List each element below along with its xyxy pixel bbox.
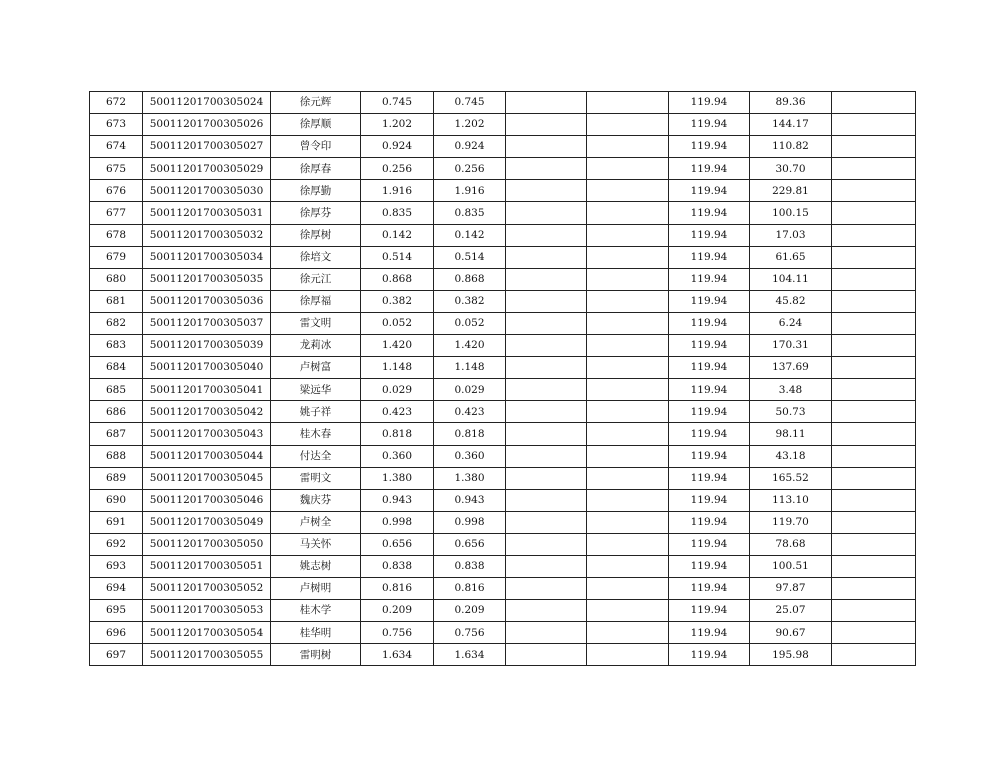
parcel-code-cell: 50011201700305042 <box>143 401 271 423</box>
row-number-cell: 675 <box>90 158 143 180</box>
area-cell: 0.423 <box>361 401 434 423</box>
area-confirmed-cell: 0.835 <box>434 202 506 224</box>
remarks-cell <box>832 357 916 379</box>
owner-name-cell: 桂华明 <box>271 622 361 644</box>
area-cell: 0.142 <box>361 224 434 246</box>
row-number-cell: 682 <box>90 312 143 334</box>
row-number-cell: 679 <box>90 246 143 268</box>
empty-cell <box>506 644 587 666</box>
unit-price-cell: 119.94 <box>669 467 750 489</box>
owner-name-cell: 桂木学 <box>271 600 361 622</box>
area-cell: 0.029 <box>361 379 434 401</box>
empty-cell <box>506 268 587 290</box>
remarks-cell <box>832 246 916 268</box>
area-cell: 0.998 <box>361 511 434 533</box>
table-row <box>90 379 916 401</box>
empty-cell <box>587 600 669 622</box>
area-confirmed-cell: 0.209 <box>434 600 506 622</box>
parcel-code-cell: 50011201700305031 <box>143 202 271 224</box>
area-confirmed-cell: 0.924 <box>434 136 506 158</box>
table-row <box>90 246 916 268</box>
parcel-code-cell: 50011201700305046 <box>143 489 271 511</box>
unit-price-cell: 119.94 <box>669 224 750 246</box>
unit-price-cell: 119.94 <box>669 622 750 644</box>
empty-cell <box>506 136 587 158</box>
unit-price-cell: 119.94 <box>669 290 750 312</box>
parcel-code-cell: 50011201700305024 <box>143 92 271 114</box>
empty-cell <box>587 467 669 489</box>
owner-name-cell: 马关怀 <box>271 533 361 555</box>
amount-cell: 195.98 <box>750 644 832 666</box>
amount-cell: 100.51 <box>750 555 832 577</box>
row-number-cell: 690 <box>90 489 143 511</box>
parcel-code-cell: 50011201700305035 <box>143 268 271 290</box>
area-cell: 1.380 <box>361 467 434 489</box>
amount-cell: 104.11 <box>750 268 832 290</box>
parcel-code-cell: 50011201700305037 <box>143 312 271 334</box>
row-number-cell: 696 <box>90 622 143 644</box>
table-row <box>90 555 916 577</box>
owner-name-cell: 曾令印 <box>271 136 361 158</box>
empty-cell <box>587 136 669 158</box>
empty-cell <box>506 489 587 511</box>
unit-price-cell: 119.94 <box>669 489 750 511</box>
area-cell: 0.868 <box>361 268 434 290</box>
table-row <box>90 202 916 224</box>
unit-price-cell: 119.94 <box>669 114 750 136</box>
row-number-cell: 693 <box>90 555 143 577</box>
amount-cell: 144.17 <box>750 114 832 136</box>
unit-price-cell: 119.94 <box>669 423 750 445</box>
area-cell: 0.052 <box>361 312 434 334</box>
data-table <box>89 91 916 666</box>
owner-name-cell: 龙莉冰 <box>271 335 361 357</box>
table-row <box>90 644 916 666</box>
empty-cell <box>587 268 669 290</box>
row-number-cell: 688 <box>90 445 143 467</box>
parcel-code-cell: 50011201700305045 <box>143 467 271 489</box>
amount-cell: 30.70 <box>750 158 832 180</box>
area-confirmed-cell: 0.382 <box>434 290 506 312</box>
unit-price-cell: 119.94 <box>669 600 750 622</box>
remarks-cell <box>832 533 916 555</box>
row-number-cell: 677 <box>90 202 143 224</box>
table-row <box>90 312 916 334</box>
remarks-cell <box>832 114 916 136</box>
parcel-code-cell: 50011201700305036 <box>143 290 271 312</box>
remarks-cell <box>832 445 916 467</box>
empty-cell <box>587 114 669 136</box>
empty-cell <box>587 290 669 312</box>
parcel-code-cell: 50011201700305027 <box>143 136 271 158</box>
table-row <box>90 290 916 312</box>
parcel-code-cell: 50011201700305053 <box>143 600 271 622</box>
empty-cell <box>506 114 587 136</box>
empty-cell <box>506 555 587 577</box>
row-number-cell: 687 <box>90 423 143 445</box>
area-cell: 0.360 <box>361 445 434 467</box>
unit-price-cell: 119.94 <box>669 268 750 290</box>
owner-name-cell: 雷文明 <box>271 312 361 334</box>
empty-cell <box>587 202 669 224</box>
parcel-code-cell: 50011201700305054 <box>143 622 271 644</box>
row-number-cell: 692 <box>90 533 143 555</box>
parcel-code-cell: 50011201700305051 <box>143 555 271 577</box>
parcel-code-cell: 50011201700305041 <box>143 379 271 401</box>
area-cell: 0.818 <box>361 423 434 445</box>
row-number-cell: 678 <box>90 224 143 246</box>
area-cell: 0.656 <box>361 533 434 555</box>
amount-cell: 229.81 <box>750 180 832 202</box>
remarks-cell <box>832 290 916 312</box>
area-confirmed-cell: 0.142 <box>434 224 506 246</box>
table-row <box>90 180 916 202</box>
row-number-cell: 689 <box>90 467 143 489</box>
unit-price-cell: 119.94 <box>669 379 750 401</box>
amount-cell: 3.48 <box>750 379 832 401</box>
amount-cell: 165.52 <box>750 467 832 489</box>
area-confirmed-cell: 0.838 <box>434 555 506 577</box>
area-confirmed-cell: 0.943 <box>434 489 506 511</box>
unit-price-cell: 119.94 <box>669 180 750 202</box>
empty-cell <box>506 357 587 379</box>
area-confirmed-cell: 0.656 <box>434 533 506 555</box>
unit-price-cell: 119.94 <box>669 158 750 180</box>
area-confirmed-cell: 0.756 <box>434 622 506 644</box>
empty-cell <box>506 423 587 445</box>
unit-price-cell: 119.94 <box>669 401 750 423</box>
owner-name-cell: 卢树富 <box>271 357 361 379</box>
row-number-cell: 694 <box>90 578 143 600</box>
table-row <box>90 467 916 489</box>
table-row <box>90 335 916 357</box>
unit-price-cell: 119.94 <box>669 578 750 600</box>
parcel-code-cell: 50011201700305049 <box>143 511 271 533</box>
unit-price-cell: 119.94 <box>669 357 750 379</box>
table-row <box>90 533 916 555</box>
empty-cell <box>587 445 669 467</box>
parcel-code-cell: 50011201700305034 <box>143 246 271 268</box>
owner-name-cell: 徐元辉 <box>271 92 361 114</box>
area-confirmed-cell: 0.029 <box>434 379 506 401</box>
empty-cell <box>587 224 669 246</box>
owner-name-cell: 卢树明 <box>271 578 361 600</box>
area-cell: 0.835 <box>361 202 434 224</box>
amount-cell: 17.03 <box>750 224 832 246</box>
remarks-cell <box>832 379 916 401</box>
parcel-code-cell: 50011201700305032 <box>143 224 271 246</box>
area-cell: 0.256 <box>361 158 434 180</box>
area-cell: 1.916 <box>361 180 434 202</box>
area-cell: 1.202 <box>361 114 434 136</box>
parcel-code-cell: 50011201700305030 <box>143 180 271 202</box>
area-confirmed-cell: 0.998 <box>434 511 506 533</box>
empty-cell <box>506 445 587 467</box>
area-confirmed-cell: 0.745 <box>434 92 506 114</box>
empty-cell <box>506 92 587 114</box>
owner-name-cell: 姚子祥 <box>271 401 361 423</box>
empty-cell <box>587 180 669 202</box>
owner-name-cell: 梁远华 <box>271 379 361 401</box>
empty-cell <box>506 511 587 533</box>
parcel-code-cell: 50011201700305040 <box>143 357 271 379</box>
parcel-code-cell: 50011201700305043 <box>143 423 271 445</box>
area-cell: 0.943 <box>361 489 434 511</box>
remarks-cell <box>832 622 916 644</box>
table-row <box>90 224 916 246</box>
owner-name-cell: 徐培文 <box>271 246 361 268</box>
unit-price-cell: 119.94 <box>669 335 750 357</box>
table-row <box>90 578 916 600</box>
area-cell: 0.816 <box>361 578 434 600</box>
area-cell: 0.924 <box>361 136 434 158</box>
empty-cell <box>506 180 587 202</box>
row-number-cell: 686 <box>90 401 143 423</box>
unit-price-cell: 119.94 <box>669 445 750 467</box>
owner-name-cell: 雷明文 <box>271 467 361 489</box>
empty-cell <box>587 401 669 423</box>
remarks-cell <box>832 423 916 445</box>
remarks-cell <box>832 158 916 180</box>
remarks-cell <box>832 312 916 334</box>
empty-cell <box>506 246 587 268</box>
owner-name-cell: 卢树全 <box>271 511 361 533</box>
remarks-cell <box>832 555 916 577</box>
parcel-code-cell: 50011201700305029 <box>143 158 271 180</box>
amount-cell: 170.31 <box>750 335 832 357</box>
area-cell: 0.838 <box>361 555 434 577</box>
empty-cell <box>506 312 587 334</box>
empty-cell <box>506 401 587 423</box>
amount-cell: 50.73 <box>750 401 832 423</box>
amount-cell: 25.07 <box>750 600 832 622</box>
row-number-cell: 674 <box>90 136 143 158</box>
area-confirmed-cell: 1.380 <box>434 467 506 489</box>
table-body <box>90 92 916 666</box>
area-confirmed-cell: 0.052 <box>434 312 506 334</box>
table-row <box>90 600 916 622</box>
area-confirmed-cell: 1.148 <box>434 357 506 379</box>
row-number-cell: 683 <box>90 335 143 357</box>
amount-cell: 97.87 <box>750 578 832 600</box>
amount-cell: 137.69 <box>750 357 832 379</box>
unit-price-cell: 119.94 <box>669 511 750 533</box>
unit-price-cell: 119.94 <box>669 555 750 577</box>
empty-cell <box>506 158 587 180</box>
amount-cell: 43.18 <box>750 445 832 467</box>
row-number-cell: 685 <box>90 379 143 401</box>
area-confirmed-cell: 0.360 <box>434 445 506 467</box>
row-number-cell: 672 <box>90 92 143 114</box>
empty-cell <box>587 644 669 666</box>
owner-name-cell: 徐厚树 <box>271 224 361 246</box>
amount-cell: 98.11 <box>750 423 832 445</box>
empty-cell <box>506 202 587 224</box>
remarks-cell <box>832 224 916 246</box>
table-row <box>90 423 916 445</box>
area-confirmed-cell: 1.634 <box>434 644 506 666</box>
table-row <box>90 114 916 136</box>
remarks-cell <box>832 335 916 357</box>
empty-cell <box>506 224 587 246</box>
empty-cell <box>587 489 669 511</box>
empty-cell <box>587 92 669 114</box>
empty-cell <box>506 335 587 357</box>
parcel-code-cell: 50011201700305026 <box>143 114 271 136</box>
empty-cell <box>587 511 669 533</box>
remarks-cell <box>832 644 916 666</box>
table-row <box>90 511 916 533</box>
owner-name-cell: 桂木春 <box>271 423 361 445</box>
parcel-code-cell: 50011201700305052 <box>143 578 271 600</box>
unit-price-cell: 119.94 <box>669 312 750 334</box>
empty-cell <box>506 533 587 555</box>
amount-cell: 110.82 <box>750 136 832 158</box>
amount-cell: 6.24 <box>750 312 832 334</box>
area-cell: 1.148 <box>361 357 434 379</box>
empty-cell <box>587 357 669 379</box>
owner-name-cell: 雷明树 <box>271 644 361 666</box>
empty-cell <box>587 335 669 357</box>
amount-cell: 78.68 <box>750 533 832 555</box>
remarks-cell <box>832 202 916 224</box>
parcel-code-cell: 50011201700305044 <box>143 445 271 467</box>
amount-cell: 100.15 <box>750 202 832 224</box>
owner-name-cell: 魏庆芬 <box>271 489 361 511</box>
empty-cell <box>506 379 587 401</box>
area-confirmed-cell: 0.816 <box>434 578 506 600</box>
parcel-code-cell: 50011201700305055 <box>143 644 271 666</box>
area-cell: 0.514 <box>361 246 434 268</box>
owner-name-cell: 徐厚勤 <box>271 180 361 202</box>
empty-cell <box>587 578 669 600</box>
owner-name-cell: 徐元江 <box>271 268 361 290</box>
table-row <box>90 136 916 158</box>
table-row <box>90 357 916 379</box>
remarks-cell <box>832 136 916 158</box>
unit-price-cell: 119.94 <box>669 92 750 114</box>
owner-name-cell: 徐厚顺 <box>271 114 361 136</box>
remarks-cell <box>832 578 916 600</box>
empty-cell <box>587 312 669 334</box>
amount-cell: 61.65 <box>750 246 832 268</box>
unit-price-cell: 119.94 <box>669 246 750 268</box>
area-confirmed-cell: 1.202 <box>434 114 506 136</box>
empty-cell <box>587 379 669 401</box>
amount-cell: 89.36 <box>750 92 832 114</box>
empty-cell <box>587 622 669 644</box>
owner-name-cell: 姚志树 <box>271 555 361 577</box>
empty-cell <box>506 467 587 489</box>
parcel-code-cell: 50011201700305050 <box>143 533 271 555</box>
area-confirmed-cell: 1.916 <box>434 180 506 202</box>
row-number-cell: 697 <box>90 644 143 666</box>
table-row <box>90 401 916 423</box>
area-confirmed-cell: 1.420 <box>434 335 506 357</box>
parcel-code-cell: 50011201700305039 <box>143 335 271 357</box>
row-number-cell: 676 <box>90 180 143 202</box>
area-cell: 0.756 <box>361 622 434 644</box>
area-cell: 1.634 <box>361 644 434 666</box>
amount-cell: 119.70 <box>750 511 832 533</box>
amount-cell: 113.10 <box>750 489 832 511</box>
table-row <box>90 92 916 114</box>
empty-cell <box>587 533 669 555</box>
table-row <box>90 622 916 644</box>
area-cell: 0.745 <box>361 92 434 114</box>
row-number-cell: 680 <box>90 268 143 290</box>
owner-name-cell: 付达全 <box>271 445 361 467</box>
empty-cell <box>587 246 669 268</box>
empty-cell <box>506 622 587 644</box>
remarks-cell <box>832 511 916 533</box>
empty-cell <box>506 290 587 312</box>
area-confirmed-cell: 0.256 <box>434 158 506 180</box>
row-number-cell: 681 <box>90 290 143 312</box>
unit-price-cell: 119.94 <box>669 644 750 666</box>
area-confirmed-cell: 0.818 <box>434 423 506 445</box>
unit-price-cell: 119.94 <box>669 136 750 158</box>
row-number-cell: 673 <box>90 114 143 136</box>
table-row <box>90 489 916 511</box>
owner-name-cell: 徐厚芬 <box>271 202 361 224</box>
empty-cell <box>587 158 669 180</box>
area-confirmed-cell: 0.423 <box>434 401 506 423</box>
remarks-cell <box>832 268 916 290</box>
table-row <box>90 158 916 180</box>
amount-cell: 45.82 <box>750 290 832 312</box>
remarks-cell <box>832 489 916 511</box>
area-cell: 1.420 <box>361 335 434 357</box>
table-row <box>90 268 916 290</box>
remarks-cell <box>832 600 916 622</box>
row-number-cell: 684 <box>90 357 143 379</box>
row-number-cell: 695 <box>90 600 143 622</box>
remarks-cell <box>832 92 916 114</box>
owner-name-cell: 徐厚春 <box>271 158 361 180</box>
amount-cell: 90.67 <box>750 622 832 644</box>
empty-cell <box>506 578 587 600</box>
table-row <box>90 445 916 467</box>
remarks-cell <box>832 180 916 202</box>
row-number-cell: 691 <box>90 511 143 533</box>
unit-price-cell: 119.94 <box>669 533 750 555</box>
empty-cell <box>587 423 669 445</box>
area-cell: 0.382 <box>361 290 434 312</box>
empty-cell <box>506 600 587 622</box>
area-confirmed-cell: 0.514 <box>434 246 506 268</box>
owner-name-cell: 徐厚福 <box>271 290 361 312</box>
area-confirmed-cell: 0.868 <box>434 268 506 290</box>
empty-cell <box>587 555 669 577</box>
unit-price-cell: 119.94 <box>669 202 750 224</box>
remarks-cell <box>832 467 916 489</box>
area-cell: 0.209 <box>361 600 434 622</box>
remarks-cell <box>832 401 916 423</box>
